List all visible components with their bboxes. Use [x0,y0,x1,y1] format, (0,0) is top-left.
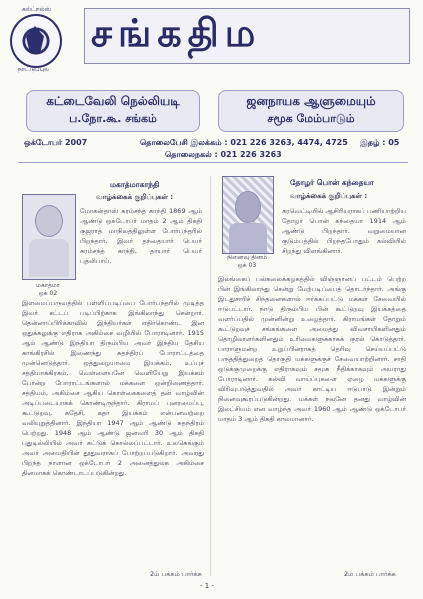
motto-box [218,90,404,132]
left-article-body: இளமைப்பருவத்தில் பள்ளிப்படிப்பை போர்பந்தரில் முடித்த இவர் சட்டப் படிப்பிற்காக இங்கிலாந்து சென்றார். தென்னாப்பிரிக்காவில் இந்தியர்கள் எதிர்கொண்ட இன ஒதுக்கலுக்கு எதிராக அகிம்சை வழியில் போராடினார். 1915 ஆம் ஆண்டு இந்தியா திரும்பிய அவர் இந்திய தேசிய காங்கிரசில் இணைந்து சுதந்திரப் போராட்டத்தை முன்னெடுத்தார். ஒத்துழையாமை இயக்கம், உப்புச் சத்தியாக்கிரகம், வெள்ளையனே வெளியேறு இயக்கம் போன்ற போராட்டங்களால் மக்களை ஒன்றிணைத்தார். சத்தியம், அகிம்சை ஆகிய கொள்கைகளைத் தன் வாழ்வின் அடிப்படையாகக் கொண்டிருந்தார். கிராமப் புனரமைப்பு, கூட்டுறவு, சுதேசி, கதர் இயக்கம் என்பனவற்றை வலியுறுத்தினார். இந்தியா 1947 ஆம் ஆண்டு சுதந்திரம் பெற்றது. 1948 ஆம் ஆண்டு ஜனவரி 30 ஆம் திகதி புதுடில்லியில் அவர் சுட்டுக் கொல்லப்பட்டார். உலகெங்கும் அவர் அமைதியின் தூதுவராகப் போற்றப்படுகிறார். அவரது பிறந்த நாளான ஒக்டோபர் 2 அனைத்துலக அகிம்சை தினமாகக் கொண்டாடப்படுகின்றது. [22,299,204,477]
masthead-title-box [84,8,410,64]
cooperative-emblem-icon [10,14,62,68]
logo-bottom-text: நாட்டுப்புல [18,66,50,73]
right-continued-note: 2ம் பக்கம் பார்க்க [344,570,396,578]
issue-number: இதழ் : 05 [360,138,400,147]
issue-fax: தொலைநகல் : 021 226 3263 [165,150,282,159]
left-article-subheading: வாழ்க்கைக் குறிப்புகள் : [96,193,174,201]
kandaiah-caption-name: நினைவு தினம் [227,254,267,261]
gandhi-caption [20,282,76,298]
newsletter-title: சங்கதிம [91,11,262,55]
gandhi-portrait [22,194,76,280]
gandhi-caption-date: ஒக் 02 [38,290,58,297]
kandaiah-caption [218,254,276,270]
kandaiah-portrait [222,176,274,254]
kandaiah-caption-date: ஒக் 03 [237,262,257,269]
portrait-body [229,223,267,253]
society-name-line2: ப.நோ.கூ. சங்கம் [69,112,157,125]
portrait-head [235,191,261,223]
motto-line2: சமூக மேம்பாடும் [267,112,355,125]
portrait-body [29,239,69,277]
emblem-mark [26,26,44,52]
page-number: - 1 - [200,582,214,590]
right-article-body: இலங்கைப் பல்கலைக்கழகத்தில் விஞ்ஞானப் பட்டம் பெற்ற பின் இங்கிலாந்து சென்று மேற்படிப்பைத் தொடர்ந்தார். அங்கு இடதுசாரிச் சிந்தனைகளால் ஈர்க்கப்பட்டு மக்கள் சேவையில் ஈடுபட்டார். நாடு திரும்பிய பின் கூட்டுறவு இயக்கத்தை வளர்ப்பதில் முன்னின்று உழைத்தார். கிராமங்கள் தோறும் கூட்டுறவுச் சங்கங்களை அமைத்து விவசாயிகளினதும் தொழிலாளர்களினதும் உரிமைகளுக்காகக் குரல் கொடுத்தார். பாராளுமன்ற உறுப்பினராகத் தெரிவு செய்யப்பட்டு பருத்தித்துறைத் தொகுதி மக்களுக்குச் சேவையாற்றினார். சாதி ஒடுக்குமுறைக்கு எதிராகவும் சமூக நீதிக்காகவும் அயராது போராடினார். கல்வி வாய்ப்புகளை ஏழை மக்களுக்கு விரிவுபடுத்துவதில் அவர் காட்டிய ஈடுபாடு இன்றும் நினைவுகூரப்படுகின்றது. மக்கள் நலனே தனது வாழ்வின் இலட்சியம் என வாழ்ந்த அவர் 1960 ஆம் ஆண்டு ஒக்டோபர் மாதம் 3 ஆம் திகதி காலமானார். [218,275,406,423]
issue-phone: தொலைபேசி இலக்கம் : 021 226 3263, 4474, 4725 [140,138,348,147]
gandhi-caption-name: மகாத்மா [36,282,60,289]
right-article-intro: கரவெட்டியில் ஆசிரியராகப் பணியாற்றிய தோழர் பொன் கந்தையா 1914 ஆம் ஆண்டு பிறந்தார். வறுமையான குடும்பத்தில் பிறந்தபோதும் கல்வியில் சிறந்து விளங்கினார். [282,207,406,255]
right-article-heading: தோழர் பொன் கந்தையா [290,178,374,187]
society-name-box [26,90,200,132]
issue-date: ஒக்டோபர் 2007 [24,138,88,147]
society-name-line1: கட்டைவேலி நெல்லியடி [46,94,180,108]
left-article-heading: மகாத்மாகாந்தி [110,180,160,189]
logo-top-text: கல்ட்றல்ஸ் [22,6,52,13]
column-divider [210,176,211,576]
header-rule [18,162,408,163]
motto-line1: ஜனநாயக ஆளுமையும் [246,94,376,108]
portrait-head [35,205,63,237]
left-article-intro: மோகன்தாஸ் கரம்சந்த் காந்தி 1869 ஆம் ஆண்டு ஒக்டோபர் மாதம் 2 ஆம் திகதி குஜராத் மாநிலத்திலுள்ள போர்பந்தரில் பிறந்தார். இவர் தந்தையார் பெயர் கரம்சந்த் காந்தி, தாயார் பெயர் புத்லிபாய். [80,207,202,265]
right-article-subheading: வாழ்க்கைக் குறிப்புகள் : [290,192,368,200]
left-continued-note: 2ம் பக்கம் பார்க்க [150,570,202,578]
